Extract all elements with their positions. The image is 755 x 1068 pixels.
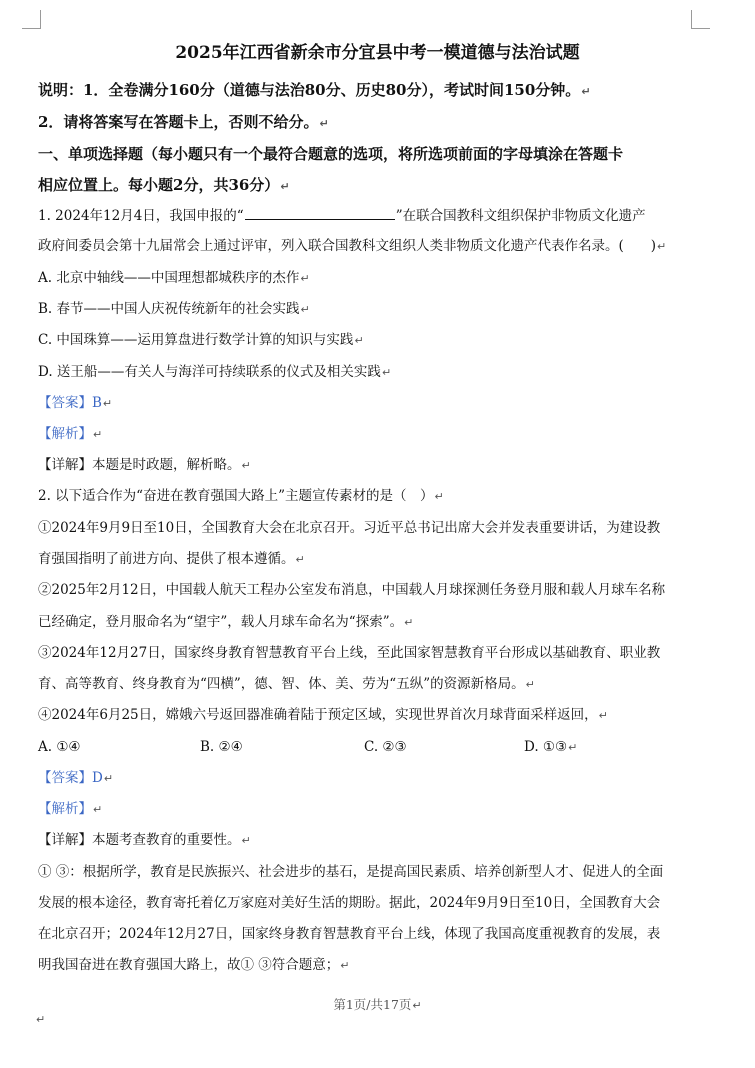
question-1-analysis: 【解析】↵	[38, 426, 103, 442]
question-2-detail: 【详解】本题考查教育的重要性。↵	[38, 832, 251, 848]
note-line-1: 说明：1．全卷满分160分（道德与法治80分、历史80分），考试时间150分钟。↵	[38, 81, 591, 99]
page-footer: 第1页/共17页↵	[333, 997, 422, 1012]
question-2-option-d: D. ①③↵	[524, 739, 578, 755]
question-2-statement-2-cont: 已经确定，登月服命名为“望宇”，载人月球车命名为“探索”。↵	[38, 614, 414, 630]
question-1-option-d: D. 送王船——有关人与海洋可持续联系的仪式及相关实践↵	[38, 364, 392, 380]
question-2-option-c: C. ②③	[364, 739, 407, 755]
question-2-option-b: B. ②④	[200, 739, 243, 755]
fill-blank	[245, 205, 395, 220]
question-2-statement-3: ③2024年12月27日，国家终身教育智慧教育平台上线，至此国家智慧教育平台形成以基础教育、职业教	[38, 645, 661, 661]
question-2-option-a: A. ①④	[38, 739, 81, 755]
question-2-statement-1-cont: 育强国指明了前进方向、提供了根本遵循。↵	[38, 551, 305, 567]
page-title: 2025年江西省新余市分宜县中考一模道德与法治试题	[175, 43, 580, 63]
question-1-answer: 【答案】B↵	[38, 395, 113, 411]
question-1-detail: 【详解】本题是时政题，解析略。↵	[38, 457, 251, 473]
question-2-analysis: 【解析】↵	[38, 801, 103, 817]
explanation-line-4: 明我国奋进在教育强国大路上，故① ③符合题意；↵	[38, 957, 350, 973]
section-heading: 一、单项选择题（每小题只有一个最符合题意的选项，将所选项前面的字母填涂在答题卡	[38, 145, 624, 163]
question-2-stem: 2. 以下适合作为“奋进在教育强国大路上”主题宣传素材的是（ ）↵	[38, 488, 444, 504]
question-2-statement-2: ②2025年2月12日，中国载人航天工程办公室发布消息，中国载人月球探测任务登月服和载人月球车名称	[38, 582, 666, 598]
corner-mark-right	[691, 10, 710, 29]
question-2-statement-4: ④2024年6月25日，嫦娥六号返回器准确着陆于预定区域，实现世界首次月球背面采样返回，↵	[38, 707, 608, 723]
question-1-option-c: C. 中国珠算——运用算盘进行数学计算的知识与实践↵	[38, 332, 364, 348]
question-2-answer: 【答案】D↵	[38, 770, 114, 786]
question-1-option-a: A. 北京中轴线——中国理想都城秩序的杰作↵	[38, 270, 310, 286]
question-2-statement-1: ①2024年9月9日至10日，全国教育大会在北京召开。习近平总书记出席大会并发表重要讲话，为建设教	[38, 520, 661, 536]
explanation-line-2: 发展的根本途径，教育寄托着亿万家庭对美好生活的期盼。据此，2024年9月9日至10日，全国教育大会	[38, 895, 661, 911]
question-1-option-b: B. 春节——中国人庆祝传统新年的社会实践↵	[38, 301, 310, 317]
explanation-line-3: 在北京召开；2024年12月27日，国家终身教育智慧教育平台上线，体现了我国高度重视教育的发展，表	[38, 926, 661, 942]
note-line-2: 2．请将答案写在答题卡上，否则不给分。↵	[38, 113, 329, 131]
paragraph-mark: ↵	[36, 1013, 46, 1026]
question-2-statement-3-cont: 育、高等教育、终身教育为“四横”，德、智、体、美、劳为“五纵”的资源新格局。↵	[38, 676, 535, 692]
section-heading-cont: 相应位置上。每小题2分，共36分）↵	[38, 176, 290, 194]
question-1-line-1: 1. 2024年12月4日，我国申报的“ ”在联合国教科文组织保护非物质文化遗产	[38, 205, 646, 226]
explanation-line-1: ① ③：根据所学，教育是民族振兴、社会进步的基石，是提高国民素质、培养创新型人才、促进人的全面	[38, 864, 664, 880]
question-1-line-2: 政府间委员会第十九届常会上通过评审，列入联合国教科文组织人类非物质文化遗产代表作名录。( )↵	[38, 238, 667, 254]
corner-mark-left	[22, 10, 41, 29]
